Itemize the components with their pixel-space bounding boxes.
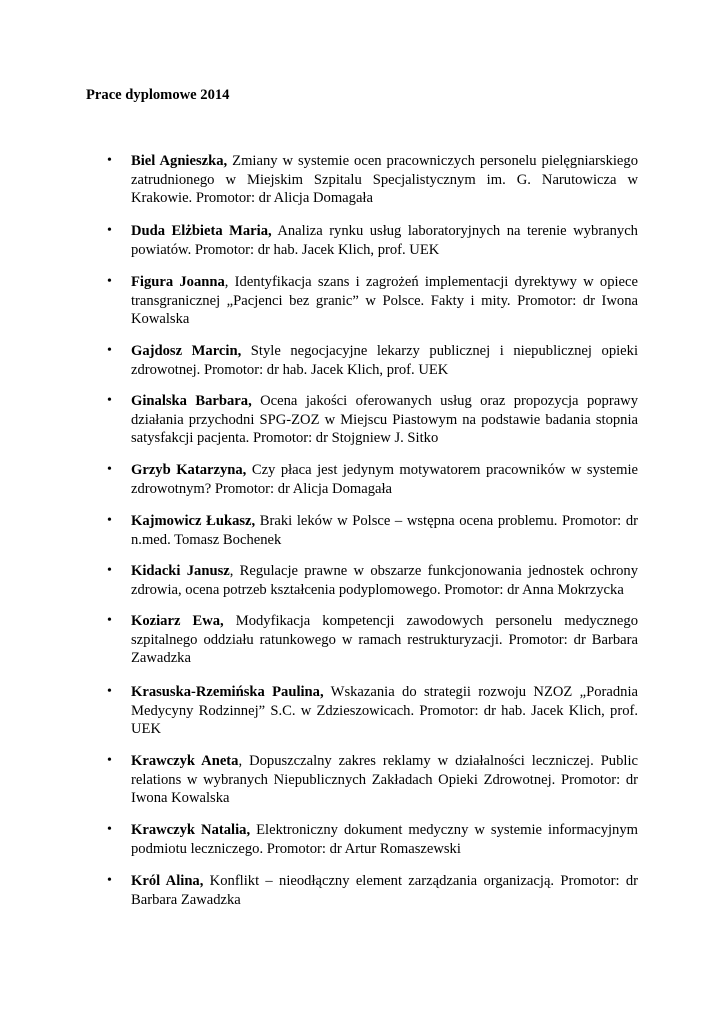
- author-name: Figura Joanna: [131, 274, 225, 290]
- author-name: Krawczyk Natalia,: [131, 822, 251, 838]
- bullet-icon: •: [107, 153, 112, 168]
- thesis-description: Style negocjacyjne lekarzy publicznej i niepublicznej opieki zdrowotnej. Promotor: dr hab. Jacek Klich, prof. UEK: [131, 343, 639, 378]
- thesis-description: Elektroniczny dokument medyczny w systemie informacyjnym podmiotu leczniczego. Promotor: dr Artur Romaszewski: [131, 822, 638, 857]
- list-item: [107, 562, 638, 599]
- thesis-description: Wskazania do strategii rozwoju NZOZ „Poradnia Medycyny Rodzinnej” S.C. w Zdzieszowicach. Promotor: dr hab. Jacek Klich, prof. UEK: [131, 684, 639, 737]
- list-item: [107, 752, 638, 808]
- author-name: Ginalska Barbara,: [131, 393, 252, 409]
- list-item: [107, 612, 638, 668]
- author-name: Kajmowicz Łukasz,: [131, 513, 256, 529]
- thesis-description: Modyfikacja kompetencji zawodowych personelu medycznego szpitalnego oddziału ratunkowego w ramach restrukturyzacji. Promotor: dr Barbara Zawadzka: [131, 613, 638, 666]
- list-item: [107, 152, 638, 208]
- list-item: [107, 342, 639, 379]
- list-item: [107, 821, 638, 858]
- bullet-icon: •: [107, 343, 112, 358]
- bullet-icon: •: [107, 684, 112, 699]
- list-item: [107, 683, 639, 739]
- bullet-icon: •: [107, 274, 112, 289]
- list-item: [107, 392, 639, 448]
- thesis-description: Ocena jakości oferowanych usług oraz propozycja poprawy działania przychodni SPG-ZOZ w Miejscu Piastowym na podstawie badania stopnia satysfakcji pacjenta. Promotor: dr Stojgniew J. Sitko: [131, 393, 639, 446]
- author-name: Duda Elżbieta Maria,: [131, 223, 272, 239]
- author-name: Kidacki Janusz: [131, 563, 230, 579]
- list-item: [107, 872, 638, 909]
- bullet-icon: •: [107, 873, 112, 888]
- list-item: [107, 222, 638, 259]
- bullet-icon: •: [107, 513, 112, 528]
- bullet-icon: •: [107, 753, 112, 768]
- thesis-description: , Dopuszczalny zakres reklamy w działalności leczniczej. Public relations w wybranych Niepublicznych Zakładach Opieki Zdrowotnej. Promotor: dr Iwona Kowalska: [131, 753, 638, 806]
- thesis-description: Analiza rynku usług laboratoryjnych na terenie wybranych powiatów. Promotor: dr hab. Jacek Klich, prof. UEK: [131, 223, 638, 258]
- bullet-icon: •: [107, 393, 112, 408]
- list-item: [107, 512, 638, 549]
- author-name: Koziarz Ewa,: [131, 613, 224, 629]
- thesis-description: , Identyfikacja szans i zagrożeń implementacji dyrektywy w opiece transgranicznej „Pacjenci bez granic” w Polsce. Fakty i mity. Promotor: dr Iwona Kowalska: [131, 274, 638, 327]
- thesis-description: Konflikt – nieodłączny element zarządzania organizacją. Promotor: dr Barbara Zawadzka: [131, 873, 638, 908]
- author-name: Biel Agnieszka,: [131, 153, 228, 169]
- bullet-icon: •: [107, 613, 112, 628]
- list-item: [107, 273, 638, 329]
- bullet-icon: •: [107, 223, 112, 238]
- thesis-description: Braki leków w Polsce – wstępna ocena problemu. Promotor: dr n.med. Tomasz Bochenek: [131, 513, 638, 548]
- author-name: Krasuska-Rzemińska Paulina,: [131, 684, 324, 700]
- thesis-description: , Regulacje prawne w obszarze funkcjonowania jednostek ochrony zdrowia, ocena potrzeb kształcenia podyplomowego. Promotor: dr Anna Mokrzycka: [131, 563, 638, 598]
- bullet-icon: •: [107, 822, 112, 837]
- thesis-description: Zmiany w systemie ocen pracowniczych personelu pielęgniarskiego zatrudnionego w Miejskim Szpitalu Specjalistycznym im. G. Narutowicza w Krakowie. Promotor: dr Alicja Domagała: [131, 153, 638, 206]
- author-name: Grzyb Katarzyna,: [131, 462, 247, 478]
- author-name: Gajdosz Marcin,: [131, 343, 242, 359]
- thesis-description: Czy płaca jest jedynym motywatorem pracowników w systemie zdrowotnym? Promotor: dr Alicja Domagała: [131, 462, 638, 497]
- list-item: [107, 461, 638, 498]
- page-title: Prace dyplomowe 2014: [86, 87, 230, 103]
- author-name: Król Alina,: [131, 873, 204, 889]
- bullet-icon: •: [107, 563, 112, 578]
- author-name: Krawczyk Aneta: [131, 753, 239, 769]
- bullet-icon: •: [107, 462, 112, 477]
